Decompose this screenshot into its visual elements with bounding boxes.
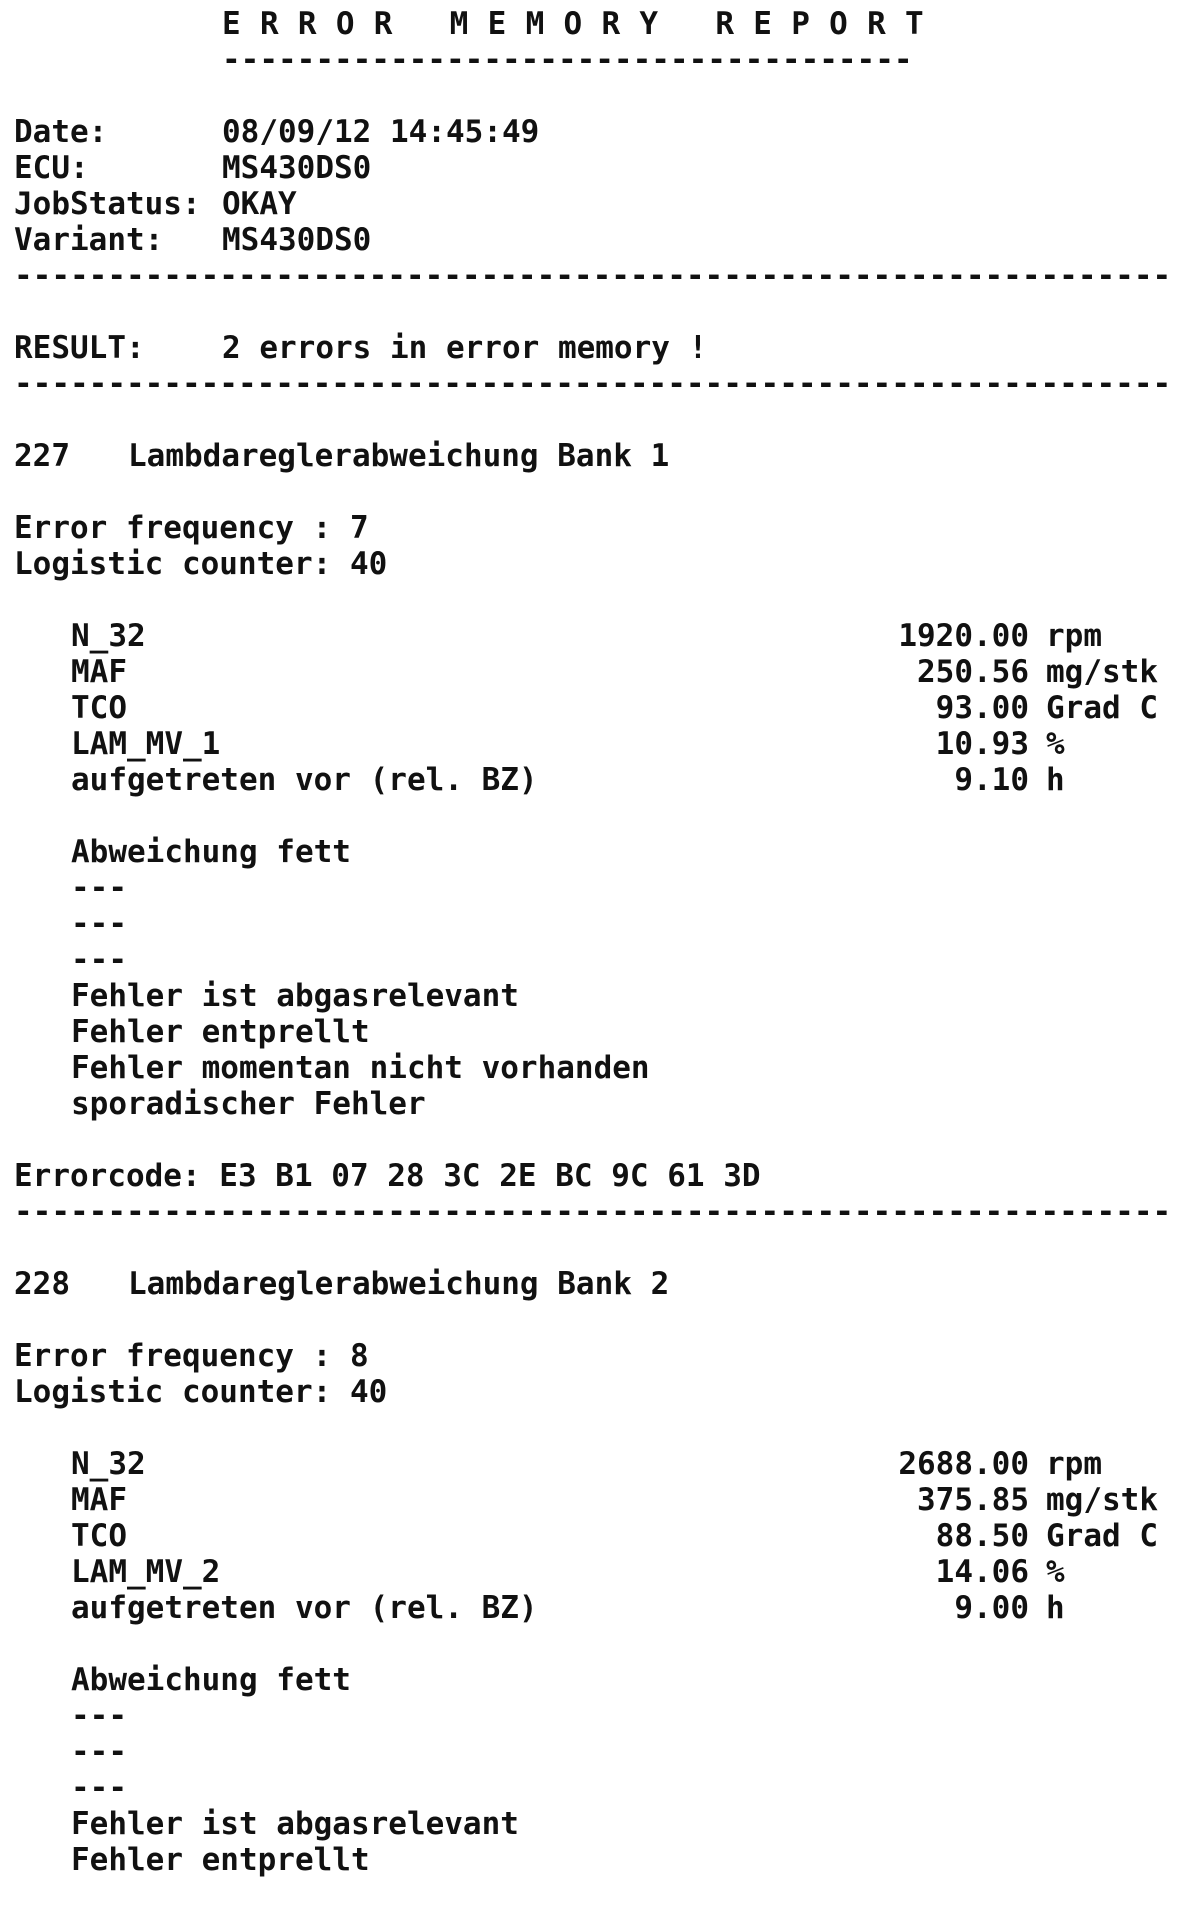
measurement-unit: Grad C xyxy=(1046,690,1158,726)
measurement-value: 88.50 xyxy=(935,1518,1029,1554)
measurement-name: aufgetreten vor (rel. BZ) xyxy=(71,762,538,798)
measurement-row xyxy=(14,1482,1174,1518)
measurement-value: 9.10 xyxy=(954,762,1029,798)
measurement-value: 14.06 xyxy=(935,1554,1029,1590)
spacer xyxy=(14,1230,1174,1266)
result-label: RESULT: xyxy=(14,330,145,366)
measurement-value: 93.00 xyxy=(935,690,1029,726)
spacer xyxy=(14,78,1174,114)
measurement-row xyxy=(14,762,1174,798)
measurement-unit: h xyxy=(1046,1590,1065,1626)
variant-row xyxy=(14,222,1174,258)
spacer xyxy=(14,402,1174,438)
error-heading xyxy=(14,438,1174,474)
measurement-name: LAM_MV_1 xyxy=(71,726,221,762)
error-number: 227 xyxy=(14,438,70,474)
dash-placeholder: --- xyxy=(71,1770,127,1806)
measurement-row xyxy=(14,654,1174,690)
error-flag: Fehler momentan nicht vorhanden xyxy=(71,1050,650,1086)
errorcode: Errorcode: E3 B1 07 28 3C 2E BC 9C 61 3D xyxy=(14,1158,761,1194)
dash-placeholder: --- xyxy=(71,1734,127,1770)
spacer xyxy=(14,1626,1174,1662)
measurement-value: 9.00 xyxy=(954,1590,1029,1626)
error-flag: sporadischer Fehler xyxy=(71,1086,426,1122)
error-flag: Fehler entprellt xyxy=(71,1842,370,1878)
error-frequency: Error frequency : 8 xyxy=(14,1338,369,1374)
separator-line: -------------------------------------------------------------- xyxy=(14,1194,1172,1230)
error-flag: Fehler entprellt xyxy=(71,1014,370,1050)
measurement-value: 375.85 xyxy=(917,1482,1029,1518)
measurement-row xyxy=(14,726,1174,762)
date-row xyxy=(14,114,1174,150)
error-name: Lambdareglerabweichung Bank 2 xyxy=(128,1266,670,1302)
measurement-unit: mg/stk xyxy=(1046,1482,1158,1518)
measurement-name: TCO xyxy=(71,690,127,726)
report-title: E R R O R M E M O R Y R E P O R T xyxy=(222,6,925,42)
separator-line: -------------------------------------------------------------- xyxy=(14,366,1172,402)
spacer xyxy=(14,474,1174,510)
date-label: Date: xyxy=(14,114,108,150)
measurement-row xyxy=(14,690,1174,726)
spacer xyxy=(14,798,1174,834)
variant-label: Variant: xyxy=(14,222,164,258)
result-text: 2 errors in error memory ! xyxy=(222,330,708,366)
measurement-unit: mg/stk xyxy=(1046,654,1158,690)
error-frequency: Error frequency : 7 xyxy=(14,510,369,546)
measurement-row xyxy=(14,1518,1174,1554)
measurement-unit: rpm xyxy=(1046,618,1102,654)
spacer xyxy=(14,1122,1174,1158)
logistic-counter: Logistic counter: 40 xyxy=(14,1374,388,1410)
dash-placeholder: --- xyxy=(71,942,127,978)
ecu-row xyxy=(14,150,1174,186)
error-flag: Fehler ist abgasrelevant xyxy=(71,978,519,1014)
separator-line: -------------------------------------------------------------- xyxy=(14,258,1172,294)
spacer xyxy=(14,294,1174,330)
spacer xyxy=(14,1302,1174,1338)
error-heading xyxy=(14,1266,1174,1302)
spacer xyxy=(14,1410,1174,1446)
measurement-name: N_32 xyxy=(71,618,146,654)
error-entry xyxy=(14,1266,1174,1878)
measurement-unit: % xyxy=(1046,726,1065,762)
error-entry xyxy=(14,438,1174,1266)
measurement-value: 2688.00 xyxy=(898,1446,1029,1482)
measurement-value: 250.56 xyxy=(917,654,1029,690)
measurement-unit: Grad C xyxy=(1046,1518,1158,1554)
measurement-unit: % xyxy=(1046,1554,1065,1590)
title-underline: ------------------------------------- xyxy=(222,42,913,78)
ecu-value: MS430DS0 xyxy=(222,150,372,186)
measurement-value: 1920.00 xyxy=(898,618,1029,654)
jobstatus-label: JobStatus: xyxy=(14,186,201,222)
spacer xyxy=(14,582,1174,618)
measurement-row xyxy=(14,1590,1174,1626)
measurement-value: 10.93 xyxy=(935,726,1029,762)
measurement-name: N_32 xyxy=(71,1446,146,1482)
error-flag: Fehler ist abgasrelevant xyxy=(71,1806,519,1842)
measurement-unit: rpm xyxy=(1046,1446,1102,1482)
variant-value: MS430DS0 xyxy=(222,222,372,258)
error-memory-report xyxy=(14,6,1174,1878)
date-value: 08/09/12 14:45:49 xyxy=(222,114,540,150)
error-number: 228 xyxy=(14,1266,70,1302)
jobstatus-row xyxy=(14,186,1174,222)
dash-placeholder: --- xyxy=(71,1698,127,1734)
dash-placeholder: --- xyxy=(71,870,127,906)
measurement-row xyxy=(14,1554,1174,1590)
result-row xyxy=(14,330,1174,366)
dash-placeholder: --- xyxy=(71,906,127,942)
measurement-row xyxy=(14,1446,1174,1482)
measurement-name: MAF xyxy=(71,654,127,690)
deviation-text: Abweichung fett xyxy=(71,1662,351,1698)
error-name: Lambdareglerabweichung Bank 1 xyxy=(128,438,670,474)
logistic-counter: Logistic counter: 40 xyxy=(14,546,388,582)
measurement-row xyxy=(14,618,1174,654)
measurement-name: MAF xyxy=(71,1482,127,1518)
deviation-text: Abweichung fett xyxy=(71,834,351,870)
measurement-name: aufgetreten vor (rel. BZ) xyxy=(71,1590,538,1626)
measurement-name: LAM_MV_2 xyxy=(71,1554,221,1590)
measurement-name: TCO xyxy=(71,1518,127,1554)
jobstatus-value: OKAY xyxy=(222,186,297,222)
ecu-label: ECU: xyxy=(14,150,89,186)
measurement-unit: h xyxy=(1046,762,1065,798)
